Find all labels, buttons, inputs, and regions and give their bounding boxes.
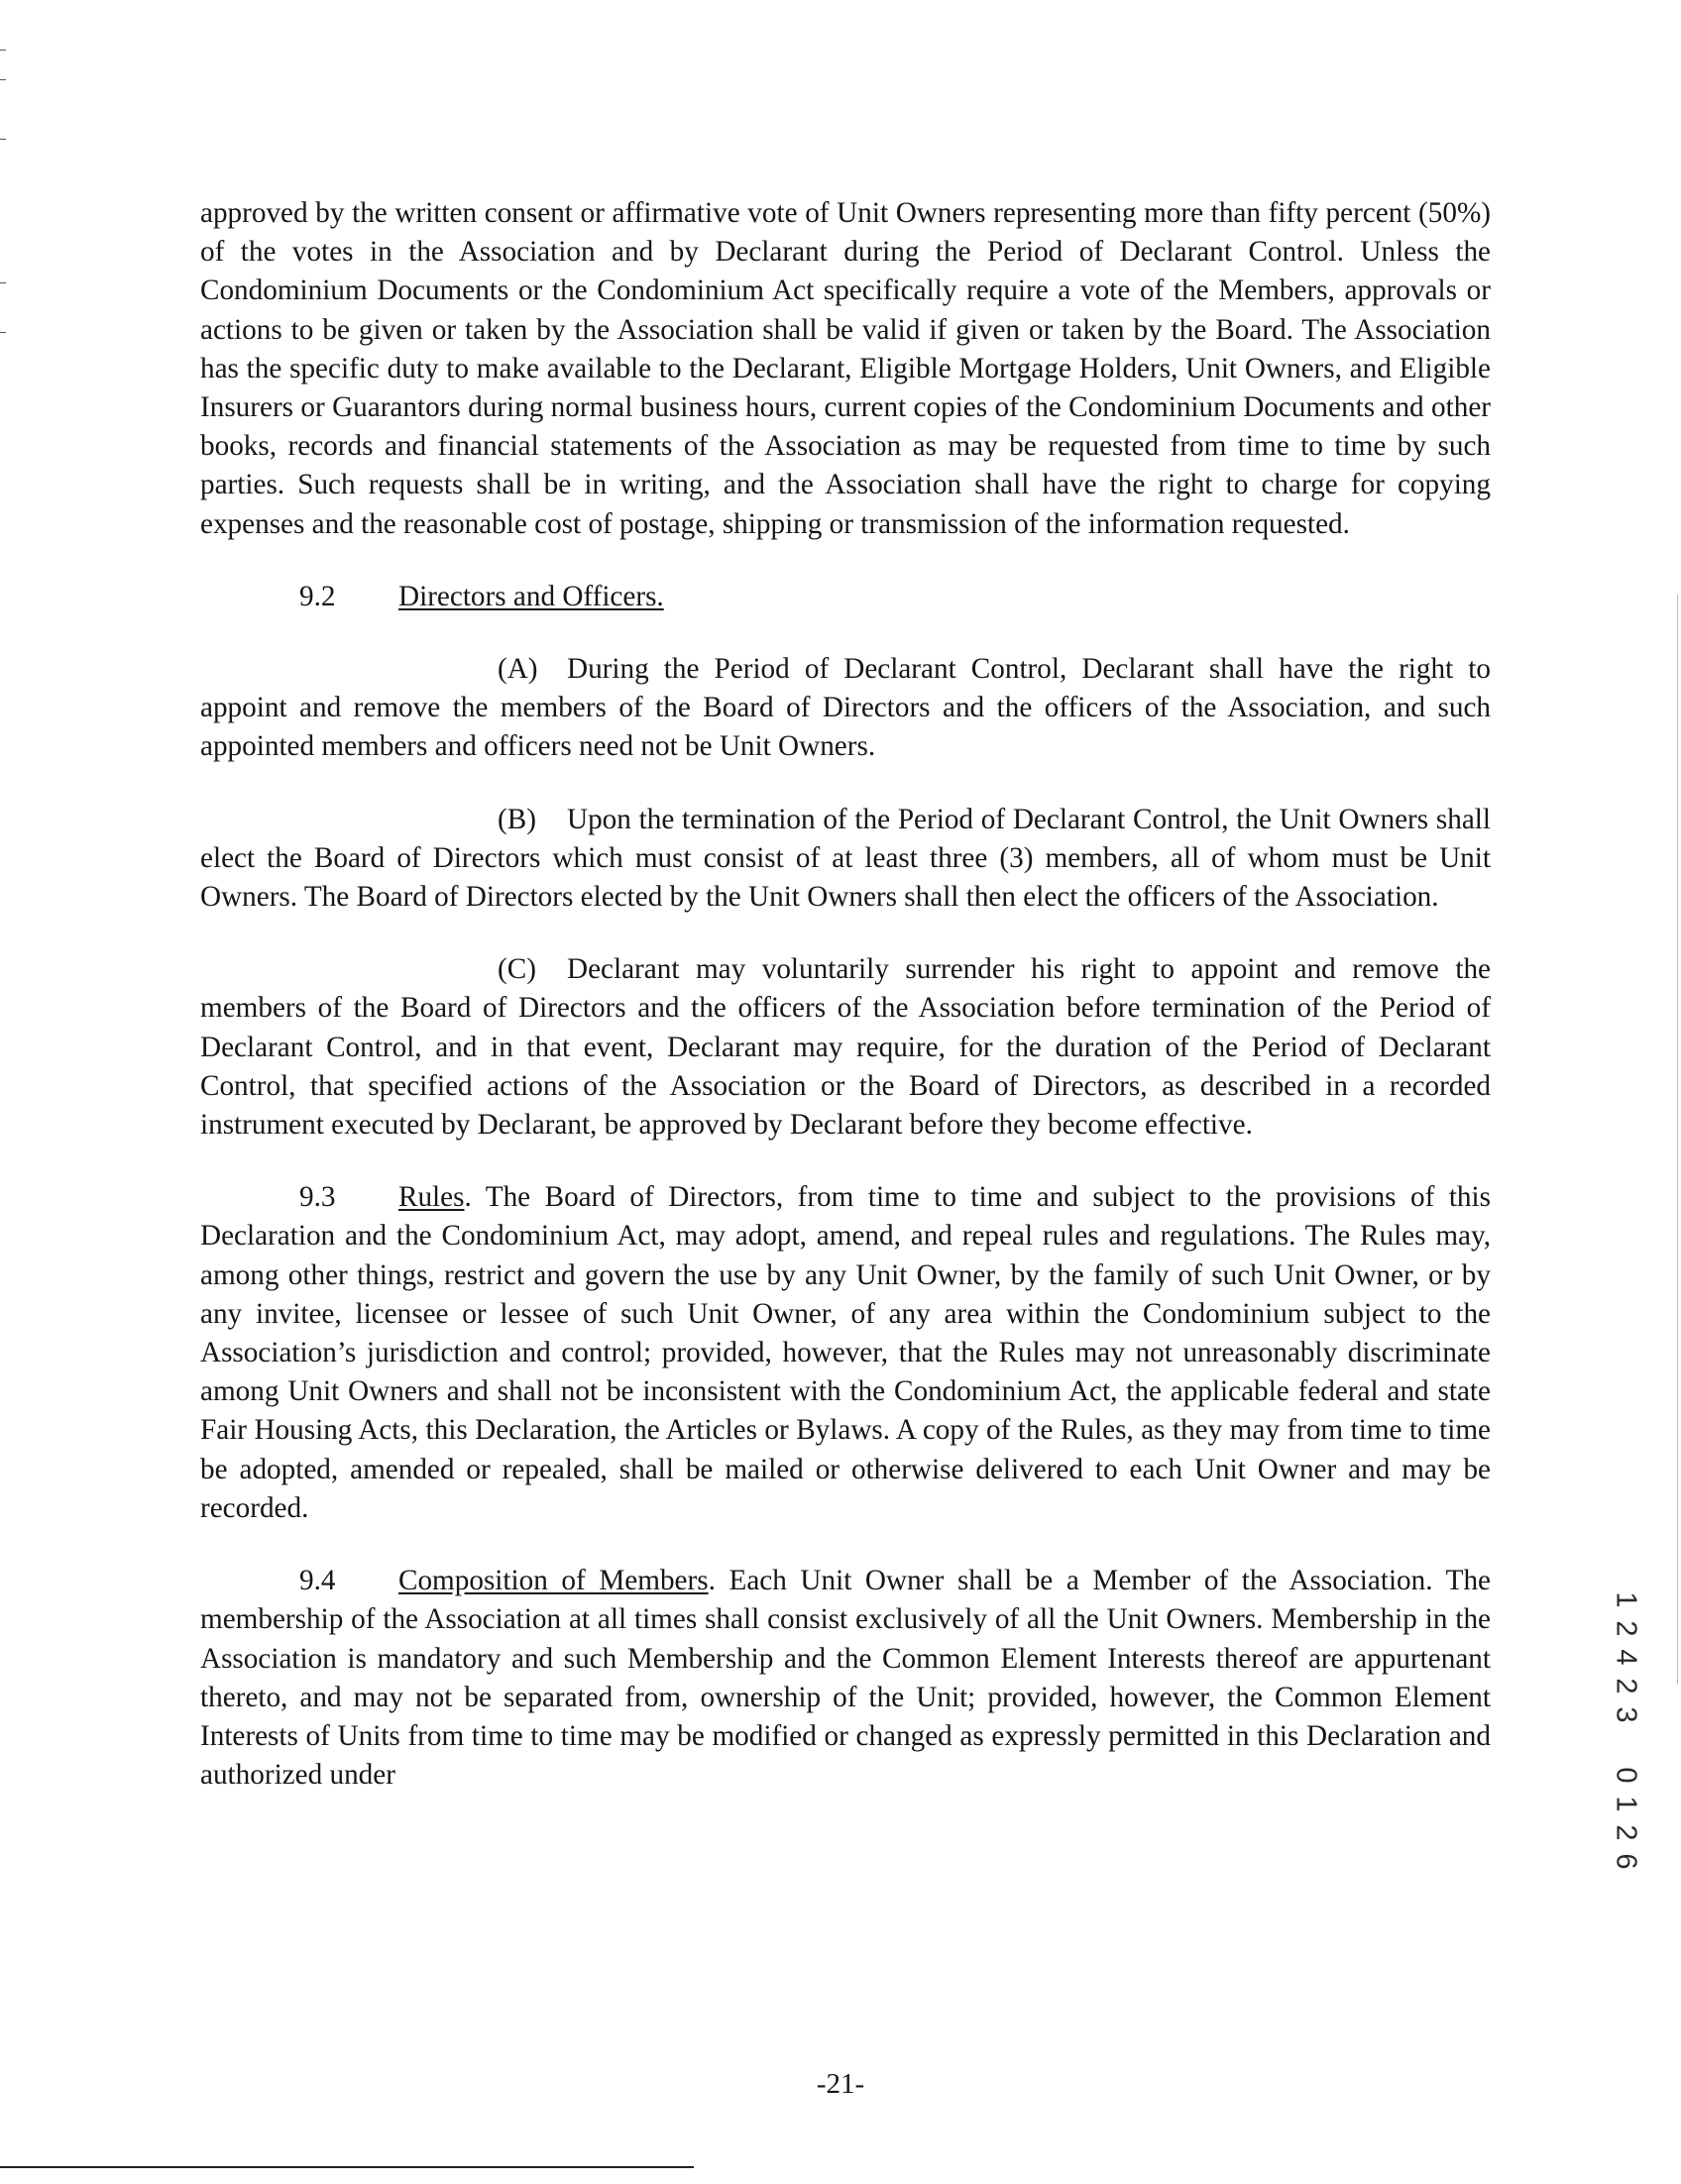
section-title: Rules	[398, 1181, 465, 1214]
section-number: 9.3	[299, 1181, 336, 1214]
page-number: -21-	[816, 2068, 865, 2100]
stamp-digit: 1	[1610, 1591, 1642, 1608]
stamp-digit: 6	[1610, 1853, 1642, 1870]
binding-tick-mark	[0, 282, 6, 283]
paragraph-continuation: approved by the written consent or affirmative vote of Unit Owners representing more than fifty percent (50%) of the votes in the Association and by Declarant during the Period of Declarant Control. Unless the Condominium Documents or the Condominium Act specifically require a vote of the Members, approvals or actions to be given or taken by the Association shall be valid if given or taken by the Board. The Association has the specific duty to make available to the Declarant, Eligible Mortgage Holders, Unit Owners, and Eligible Insurers or Guarantors during normal business hours, current copies of the Condominium Documents and other books, records and financial statements of the Association as may be requested from time to time by such parties. Such requests shall be in writing, and the Association shall have the right to charge for copying expenses and the reasonable cost of postage, shipping or transmission of the information requested.	[200, 197, 1491, 540]
section-title: Directors and Officers.	[398, 580, 664, 612]
document-body	[200, 194, 1491, 1795]
binding-tick-mark	[0, 50, 6, 51]
section-number: 9.2	[299, 580, 336, 612]
subsection-text: Upon the termination of the Period of Declarant Control, the Unit Owners shall elect the Board of Directors which must consist of at least three (3) members, all of whom must be Unit Owners. The Board of Directors elected by the Unit Owners shall then elect the officers of the Association.	[200, 803, 1491, 914]
binding-tick-mark	[0, 139, 6, 140]
stamp-digit: 4	[1610, 1649, 1642, 1666]
subsection-label: (A)	[498, 653, 538, 686]
bottom-edge-line	[0, 2166, 694, 2168]
binding-tick-mark	[0, 332, 6, 333]
scan-edge-line	[1677, 595, 1678, 1685]
stamp-digit: 0	[1610, 1767, 1642, 1784]
stamp-digit: 2	[1610, 1678, 1642, 1694]
section-text: . The Board of Directors, from time to time and subject to the provisions of this Declaration and the Condominium Act, may adopt, amend, and repeal rules and regulations. The Rules may, among other things, restrict and govern the use by any Unit Owner, by the family of such Unit Owner, or by any invitee, licensee or lessee of such Unit Owner, of any area within the Condominium subject to the Association’s jurisdiction and control; provided, however, that the Rules may not unreasonably discriminate among Unit Owners and shall not be inconsistent with the Condominium Act, the applicable federal and state Fair Housing Acts, this Declaration, the Articles or Bylaws. A copy of the Rules, as they may from time to time be adopted, amended or repealed, shall be mailed or otherwise delivered to each Unit Owner and may be recorded.	[200, 1181, 1491, 1524]
paragraph-9-3	[200, 1178, 1491, 1528]
stamp-digit: 2	[1610, 1620, 1642, 1637]
stamp-digit: 1	[1610, 1796, 1642, 1812]
section-9-2-heading	[200, 578, 1491, 616]
binding-tick-mark	[0, 79, 6, 80]
subsection-label: (B)	[498, 803, 536, 835]
subsection-label: (C)	[498, 953, 536, 986]
paragraph-9-4	[200, 1562, 1491, 1795]
subsection-text: During the Period of Declarant Control, Declarant shall have the right to appoint and remove the members of the Board of Directors and the officers of the Association, and such appointed members and officers need not be Unit Owners.	[200, 653, 1491, 763]
recording-number-stamp	[1609, 1585, 1642, 1876]
paragraph-9-2-a	[200, 650, 1491, 767]
section-text: . Each Unit Owner shall be a Member of the Association. The membership of the Association at all times shall consist exclusively of all the Unit Owners. Membership in the Association is mandatory and such Membership and the Common Element Interests thereof are appurtenant thereto, and may not be separated from, ownership of the Unit; provided, however, the Common Element Interests of Units from time to time may be modified or changed as expressly permitted in this Declaration and authorized under	[200, 1565, 1491, 1792]
paragraph-9-2-b	[200, 801, 1491, 918]
stamp-digit: 3	[1610, 1706, 1642, 1723]
section-number: 9.4	[299, 1565, 336, 1597]
paragraph-9-2-c	[200, 950, 1491, 1145]
section-title: Composition of Members	[398, 1565, 709, 1597]
subsection-text: Declarant may voluntarily surrender his right to appoint and remove the members of the Board of Directors and the officers of the Association before termination of the Period of Declarant Control, and in that event, Declarant may require, for the duration of the Period of Declarant Control, that specified actions of the Association or the Board of Directors, as described in a recorded instrument executed by Declarant, be approved by Declarant before they become effective.	[200, 953, 1491, 1142]
stamp-digit: 2	[1610, 1824, 1642, 1841]
